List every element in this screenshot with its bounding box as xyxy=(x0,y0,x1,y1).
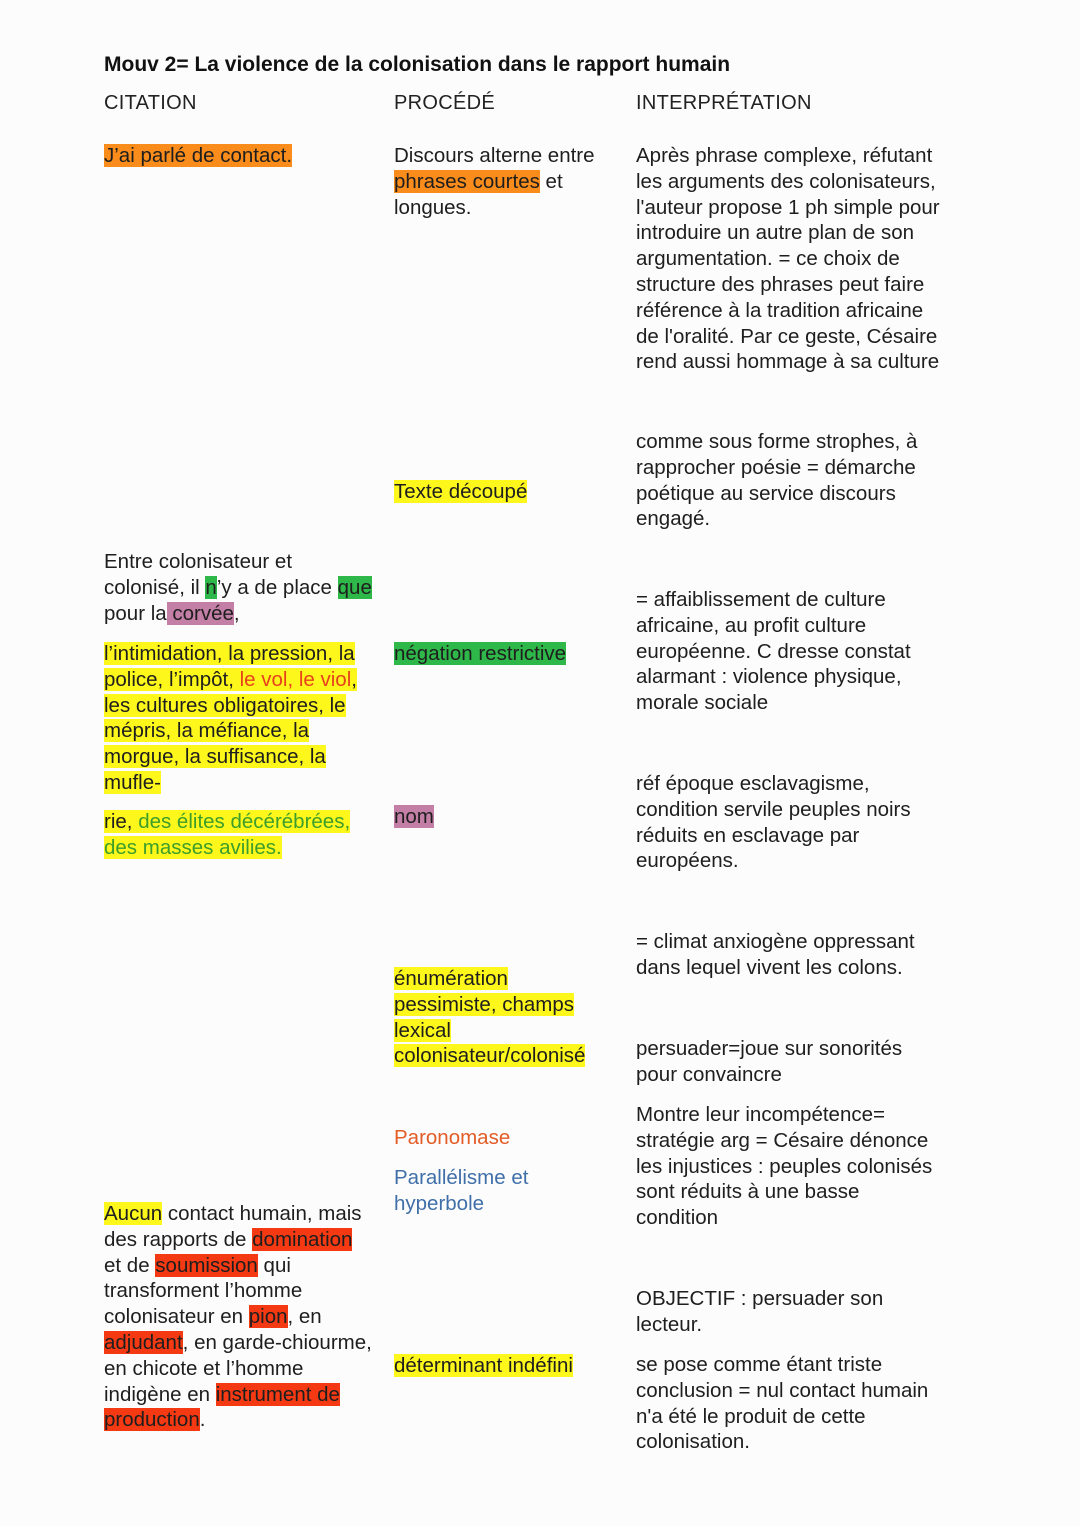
interp-line: dans lequel vivent les colons. xyxy=(636,955,903,979)
citation-3-line: mépris, la méfiance, la xyxy=(104,719,310,743)
citation-5-highlight: domination xyxy=(252,1227,353,1251)
citation-3-line: , xyxy=(351,667,357,691)
citation-3-line: les cultures obligatoires, le xyxy=(104,693,346,717)
interp-line: rend aussi hommage à sa culture xyxy=(636,350,940,374)
interp-line: = climat anxiogène oppressant xyxy=(636,930,915,953)
procede-3-text: négation restrictive xyxy=(394,642,567,665)
interp-line: n'a été le produit de cette xyxy=(636,1404,866,1428)
citation-5-line: transforment l’homme xyxy=(104,1279,303,1303)
interp-line: argumentation. = ce choix de xyxy=(636,247,900,271)
interp-line: conclusion = nul contact humain xyxy=(636,1378,929,1402)
interp-line: rapprocher poésie = démarche xyxy=(636,455,916,479)
citation-5 xyxy=(104,1201,372,1433)
interp-line: pour convaincre xyxy=(636,1062,782,1086)
column-header-procede: PROCÉDÉ xyxy=(394,92,496,114)
procede-5-line: colonisateur/colonisé xyxy=(394,1044,586,1068)
interp-line: sont réduits à une basse xyxy=(636,1180,860,1204)
interpretation-9 xyxy=(636,1352,928,1455)
procede-1-line: longues. xyxy=(394,195,472,219)
procede-1 xyxy=(394,143,595,220)
citation-1 xyxy=(104,143,292,169)
interp-line: les injustices : peuples colonisés xyxy=(636,1154,933,1178)
interp-line: alarmant : violence physique, xyxy=(636,665,902,689)
interp-line: l'auteur propose 1 ph simple pour xyxy=(636,195,940,219)
procede-5 xyxy=(394,966,585,1069)
citation-5-line: . xyxy=(199,1408,206,1432)
procede-7-line: hyperbole xyxy=(394,1191,485,1215)
procede-2-text: Texte découpé xyxy=(394,480,528,503)
interp-line: de l'oralité. Par ce geste, Césaire xyxy=(636,324,938,348)
interp-line: introduire un autre plan de son xyxy=(636,221,915,245)
procede-5-line: lexical xyxy=(394,1018,451,1042)
citation-5-line: indigène en xyxy=(104,1382,216,1406)
procede-7 xyxy=(394,1165,528,1217)
citation-3 xyxy=(104,641,357,796)
citation-3-line: l’intimidation, la pression, la xyxy=(104,642,355,665)
column-header-interpretation: INTERPRÉTATION xyxy=(636,92,812,114)
citation-2-highlight: que xyxy=(337,575,372,599)
interpretation-2 xyxy=(636,429,917,532)
interp-line: persuader=joue sur sonorités xyxy=(636,1037,903,1060)
citation-2 xyxy=(104,549,372,626)
citation-5-highlight: adjudant xyxy=(104,1330,183,1354)
interpretation-1 xyxy=(636,143,940,375)
interp-line: morale sociale xyxy=(636,691,769,715)
interpretation-8 xyxy=(636,1286,883,1338)
citation-3-red-text: le vol, le viol xyxy=(239,667,352,691)
procede-1-highlight: phrases courtes xyxy=(394,169,540,193)
interp-line: Après phrase complexe, réfutant xyxy=(636,144,933,167)
citation-5-line: , en xyxy=(287,1305,322,1329)
citation-5-highlight: Aucun xyxy=(104,1202,163,1225)
interpretation-6 xyxy=(636,1036,902,1088)
procede-1-line: Discours alterne entre xyxy=(394,144,595,167)
procede-2 xyxy=(394,479,527,505)
interp-line: = affaiblissement de culture xyxy=(636,588,886,611)
procede-1-line: et xyxy=(539,169,563,193)
interp-line: africaine, au profit culture xyxy=(636,613,867,637)
interp-line: poétique au service discours xyxy=(636,481,896,505)
citation-2-line: Entre colonisateur et xyxy=(104,550,293,573)
citation-5-highlight: soumission xyxy=(155,1253,258,1277)
citation-2-line: colonisé, il xyxy=(104,575,206,599)
interp-line: engagé. xyxy=(636,507,711,531)
procede-5-line: énumération xyxy=(394,967,508,990)
citation-2-line: pour la xyxy=(104,601,167,625)
interpretation-5 xyxy=(636,929,915,981)
interp-line: les arguments des colonisateurs, xyxy=(636,169,936,193)
interp-line: colonisation. xyxy=(636,1430,750,1454)
citation-4-green-text: des élites décérébrées, xyxy=(138,810,351,833)
procede-4-text: nom xyxy=(394,805,434,828)
interp-line: OBJECTIF : persuader son xyxy=(636,1287,884,1310)
citation-5-line: colonisateur en xyxy=(104,1305,249,1329)
interp-line: stratégie arg = Césaire dénonce xyxy=(636,1128,929,1152)
citation-5-line: des rapports de xyxy=(104,1227,253,1251)
interp-line: condition servile peuples noirs xyxy=(636,797,911,821)
procede-6-text: Paronomase xyxy=(394,1126,511,1149)
citation-5-line: en chicote et l’homme xyxy=(104,1356,304,1380)
citation-3-line: mufle- xyxy=(104,770,161,794)
procede-4 xyxy=(394,804,434,830)
citation-5-highlight: production xyxy=(104,1408,200,1432)
interp-line: référence à la tradition africaine xyxy=(636,298,924,322)
citation-4-green-text: des masses avilies. xyxy=(104,835,282,859)
procede-5-line: pessimiste, champs xyxy=(394,992,575,1016)
citation-2-highlight: n xyxy=(205,575,217,599)
citation-5-line: qui xyxy=(257,1253,291,1277)
citation-3-line: police, l’impôt, xyxy=(104,667,240,691)
procede-8 xyxy=(394,1353,573,1379)
interp-line: européenne. C dresse constat xyxy=(636,639,911,663)
interp-line: réf époque esclavagisme, xyxy=(636,772,870,795)
citation-3-line: morgue, la suffisance, la xyxy=(104,745,326,769)
citation-2-highlight: corvée xyxy=(166,601,234,625)
interp-line: européens. xyxy=(636,849,739,873)
procede-7-line: Parallélisme et xyxy=(394,1166,529,1189)
interp-line: condition xyxy=(636,1206,719,1230)
citation-2-line: ’y a de place xyxy=(216,575,338,599)
interp-line: lecteur. xyxy=(636,1312,703,1336)
citation-2-line: , xyxy=(233,601,240,625)
procede-3 xyxy=(394,641,566,667)
document-title: Mouv 2= La violence de la colonisation dans le rapport humain xyxy=(104,53,731,76)
procede-6 xyxy=(394,1125,510,1151)
interp-line: réduits en esclavage par xyxy=(636,823,860,847)
citation-5-line: contact humain, mais xyxy=(162,1202,362,1225)
procede-8-text: déterminant indéfini xyxy=(394,1354,573,1377)
citation-5-highlight: instrument de xyxy=(215,1382,340,1406)
interp-line: se pose comme étant triste xyxy=(636,1353,883,1376)
interpretation-7 xyxy=(636,1102,932,1231)
citation-5-line: et de xyxy=(104,1253,156,1277)
interpretation-4 xyxy=(636,771,911,874)
interpretation-3 xyxy=(636,587,911,716)
citation-4 xyxy=(104,809,350,861)
interp-line: structure des phrases peut faire xyxy=(636,272,925,296)
interp-line: Montre leur incompétence= xyxy=(636,1103,885,1126)
citation-1-text: J’ai parlé de contact. xyxy=(104,144,293,167)
citation-4-line: rie, xyxy=(104,810,139,833)
citation-5-line: , en garde-chiourme, xyxy=(182,1330,372,1354)
citation-5-highlight: pion xyxy=(248,1305,288,1329)
column-header-citation: CITATION xyxy=(104,92,197,114)
interp-line: comme sous forme strophes, à xyxy=(636,430,918,453)
